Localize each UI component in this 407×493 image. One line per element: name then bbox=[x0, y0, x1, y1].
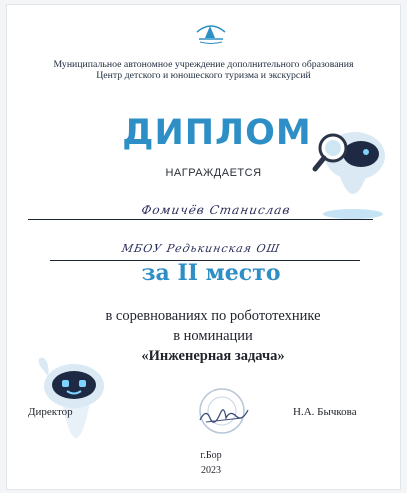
organization-line-1: Муниципальное автономное учреждение дополнительного образования bbox=[53, 59, 354, 70]
organization-line-2: Центр детского и юношеского туризма и экскурсий bbox=[96, 70, 311, 81]
diploma-title: ДИПЛОМ bbox=[122, 113, 312, 153]
recipient-name: Фомичёв Станислав bbox=[140, 203, 292, 217]
logo-icon bbox=[194, 18, 228, 46]
footer-city: г.Бор bbox=[200, 450, 222, 461]
signature-position: Директор bbox=[28, 406, 73, 418]
signature-icon bbox=[196, 402, 252, 428]
recipient-name-underline bbox=[28, 219, 373, 220]
diploma-sheet bbox=[6, 4, 401, 490]
signature-name: Н.А. Бычкова bbox=[293, 406, 357, 418]
robot-waving-icon bbox=[36, 354, 116, 482]
award-nomination: «Инженерная задача» bbox=[141, 348, 285, 364]
award-place: за II место bbox=[141, 260, 281, 286]
award-line-1: в соревнованиях по робототехнике bbox=[105, 308, 321, 324]
organization-name bbox=[16, 59, 391, 81]
awarded-label: НАГРАЖДАЕТСЯ bbox=[165, 167, 262, 179]
footer-year: 2023 bbox=[201, 465, 221, 476]
recipient-school: МБОУ Редькинская ОШ bbox=[120, 242, 282, 255]
award-line-2: в номинации bbox=[173, 328, 253, 344]
